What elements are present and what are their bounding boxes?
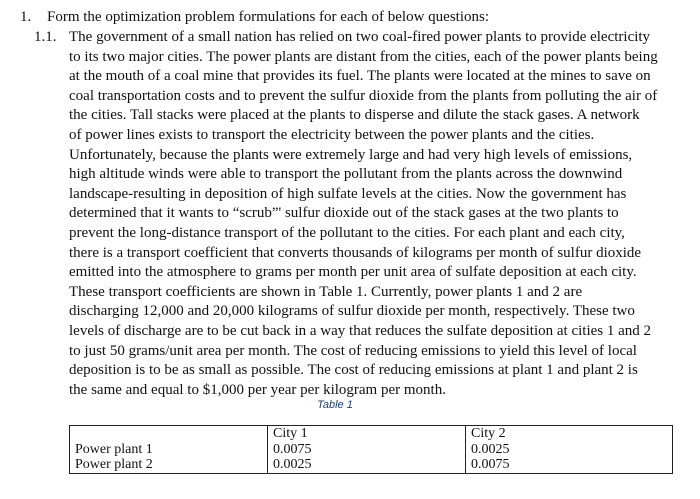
body-line: levels of discharge are to be cut back in a way that reduces the sulfate deposition at cities 1 and 2	[69, 322, 652, 339]
body-line: These transport coefficients are shown in Table 1. Currently, power plants 1 and 2 are	[69, 283, 583, 300]
value-plant-1-city-2: 0.0025	[471, 441, 510, 457]
body-line: determined that it wants to “scrub”' sulfur dioxide out of the stack gases at the two plants to	[69, 205, 619, 222]
body-line: deposition is to be as small as possible. The cost of reducing emissions at plant 1 and plant 2 is	[69, 362, 638, 379]
body-line: to just 50 grams/unit area per month. The cost of reducing emissions to yield this level of local	[69, 342, 637, 359]
table-caption-text: Table 1	[317, 399, 353, 411]
table-cell-city-1	[268, 426, 466, 474]
body-line: discharging 12,000 and 20,000 kilograms of sulfur dioxide per month, respectively. These two	[69, 303, 635, 320]
body-line: landscape-resulting in deposition of high sulfate levels at the cities. Now the government has	[69, 185, 627, 202]
subquestion-number: 1.1.	[34, 29, 57, 45]
value-plant-2-city-2: 0.0075	[471, 457, 510, 472]
column-header-city-1: City 1	[273, 426, 308, 441]
table-header-corner	[75, 426, 262, 442]
question-number: 1.	[20, 9, 32, 25]
row-label-plant-2: Power plant 2	[75, 457, 153, 472]
value-plant-1-city-1: 0.0075	[273, 441, 312, 457]
body-line: Unfortunately, because the plants were extremely large and had very high levels of emissions,	[69, 146, 633, 163]
table-cell-row-labels	[70, 426, 268, 474]
value-plant-2-city-1: 0.0025	[273, 457, 312, 472]
column-header-city-2: City 2	[471, 426, 506, 441]
subquestion-body	[69, 28, 699, 400]
body-line: the cities. Tall stacks were placed at the plants to disperse and dilute the stack gases. A network	[69, 107, 640, 124]
body-line: the same and equal to $1,000 per year per kilogram per month.	[69, 381, 446, 398]
body-line: emitted into the atmosphere to grams per month per unit area of sulfate deposition at each city.	[69, 264, 637, 281]
body-line: high altitude winds were able to transport the pollutant from the plants across the downwind	[69, 166, 623, 183]
question-text: Form the optimization problem formulations for each of below questions:	[47, 9, 489, 25]
table-caption	[0, 398, 700, 412]
body-line: coal transportation costs and to prevent the sulfur dioxide from the plants from polluting the air of	[69, 87, 658, 104]
table-row	[70, 426, 673, 474]
body-line: prevent the long-distance transport of the pollutant to the cities. For each plant and each city,	[69, 224, 625, 241]
body-line: of power lines exists to transport the electricity between the power plants and the cities.	[69, 126, 595, 143]
body-line: at the mouth of a coal mine that provides its fuel. The plants were located at the mines to save on	[69, 68, 651, 85]
body-line: there is a transport coefficient that converts thousands of kilograms per month of sulfur dioxide	[69, 244, 642, 261]
row-label-plant-1: Power plant 1	[75, 441, 153, 457]
table-cell-city-2	[466, 426, 673, 474]
body-line: The government of a small nation has relied on two coal-fired power plants to provide electricity	[69, 29, 651, 45]
transport-coefficient-table	[69, 425, 673, 474]
body-line: to its two major cities. The power plants are distant from the cities, each of the power plants being	[69, 48, 658, 65]
